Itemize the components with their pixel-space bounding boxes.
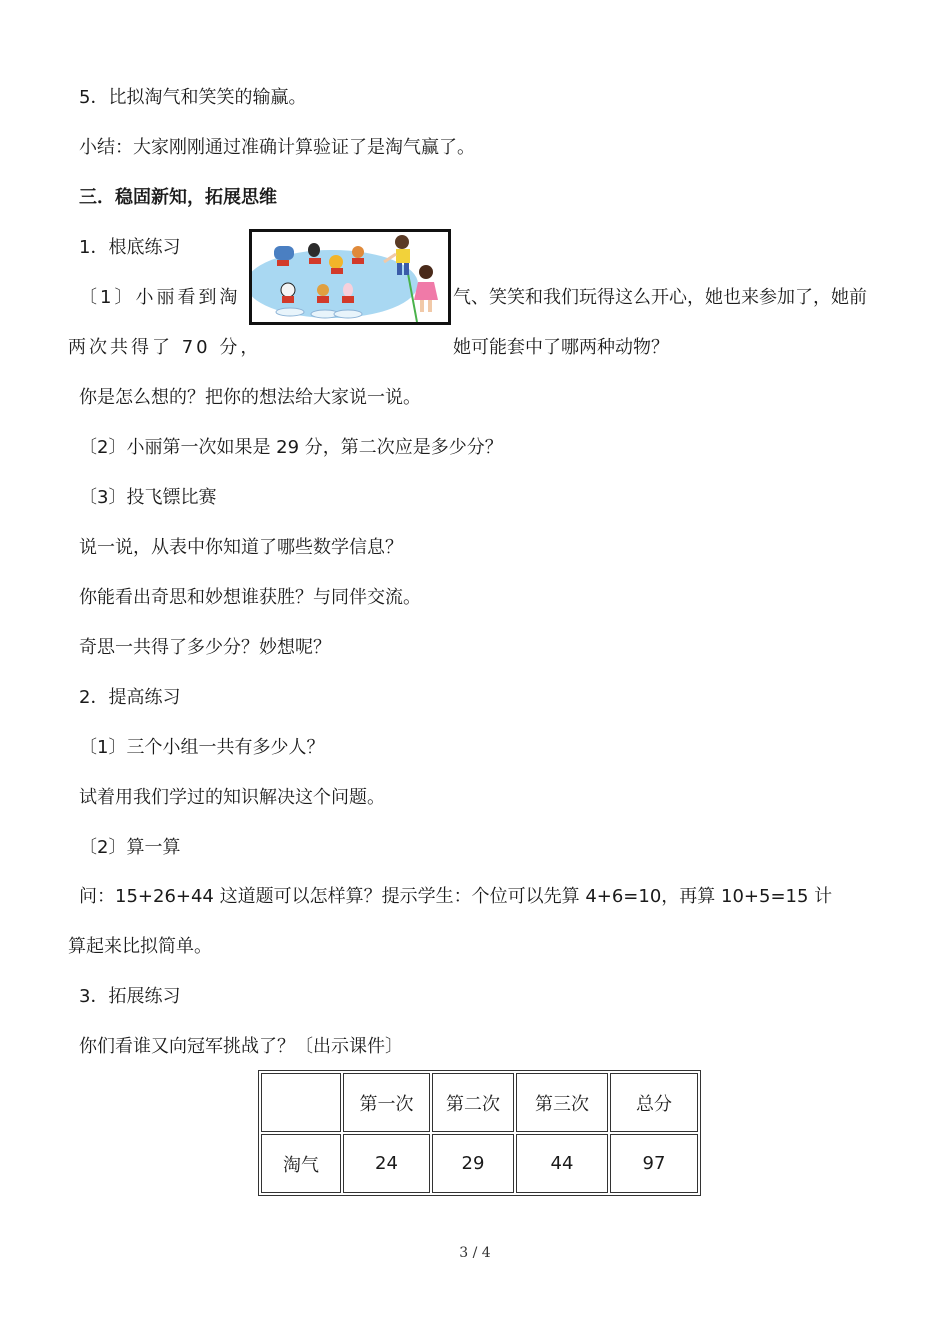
table-cell: 24 bbox=[343, 1134, 430, 1193]
line-10: 说一说，从表中你知道了哪些数学信息？ bbox=[79, 537, 403, 558]
line-15: 试着用我们学过的知识解决这个问题。 bbox=[79, 787, 385, 808]
line-11: 你能看出奇思和妙想谁获胜？与同伴交流。 bbox=[79, 587, 421, 608]
table-cell: 淘气 bbox=[261, 1134, 341, 1193]
line-8: 〔2〕小丽第一次如果是 29 分，第二次应是多少分？ bbox=[79, 437, 503, 458]
line-17: 问：15+26+44 这道题可以怎样算？提示学生：个位可以先算 4+6=10，再算 10+5=15 计 bbox=[79, 886, 833, 907]
line-19: 3．拓展练习 bbox=[79, 986, 181, 1007]
table-header-row bbox=[261, 1073, 698, 1132]
page-number: 3 / 4 bbox=[459, 1245, 491, 1261]
line-1: 5．比拟淘气和笑笑的输赢。 bbox=[79, 87, 307, 108]
section-heading: 三．稳固新知，拓展思维 bbox=[79, 187, 277, 208]
line-9: 〔3〕投飞镖比赛 bbox=[79, 487, 217, 508]
table-cell: 97 bbox=[610, 1134, 698, 1193]
line-7: 你是怎么想的？把你的想法给大家说一说。 bbox=[79, 387, 421, 408]
score-table bbox=[258, 1070, 701, 1196]
line-5a: 〔1〕小丽看到淘 bbox=[79, 287, 241, 308]
line-13: 2．提高练习 bbox=[79, 687, 181, 708]
table-header-cell: 第二次 bbox=[432, 1073, 514, 1132]
ring-toss-illustration bbox=[249, 229, 451, 325]
line-2: 小结：大家刚刚通过准确计算验证了是淘气赢了。 bbox=[79, 137, 475, 158]
table-cell: 44 bbox=[516, 1134, 608, 1193]
table-header-cell: 总分 bbox=[610, 1073, 698, 1132]
table-header-cell bbox=[261, 1073, 341, 1132]
line-16: 〔2〕算一算 bbox=[79, 837, 181, 858]
line-6a: 两次共得了 70 分， bbox=[68, 337, 262, 358]
table-row bbox=[261, 1134, 698, 1193]
ring-toss-scene bbox=[252, 232, 448, 322]
line-14: 〔1〕三个小组一共有多少人？ bbox=[79, 737, 325, 758]
line-4: 1．根底练习 bbox=[79, 237, 181, 258]
line-5b: 气、笑笑和我们玩得这么开心，她也来参加了，她前 bbox=[453, 287, 867, 308]
table-cell: 29 bbox=[432, 1134, 514, 1193]
line-6b: 她可能套中了哪两种动物？ bbox=[453, 337, 669, 358]
table-header-cell: 第一次 bbox=[343, 1073, 430, 1132]
line-18: 算起来比拟简单。 bbox=[68, 936, 212, 957]
line-20: 你们看谁又向冠军挑战了？〔出示课件〕 bbox=[79, 1036, 403, 1057]
table-header-cell: 第三次 bbox=[516, 1073, 608, 1132]
line-12: 奇思一共得了多少分？妙想呢？ bbox=[79, 637, 331, 658]
